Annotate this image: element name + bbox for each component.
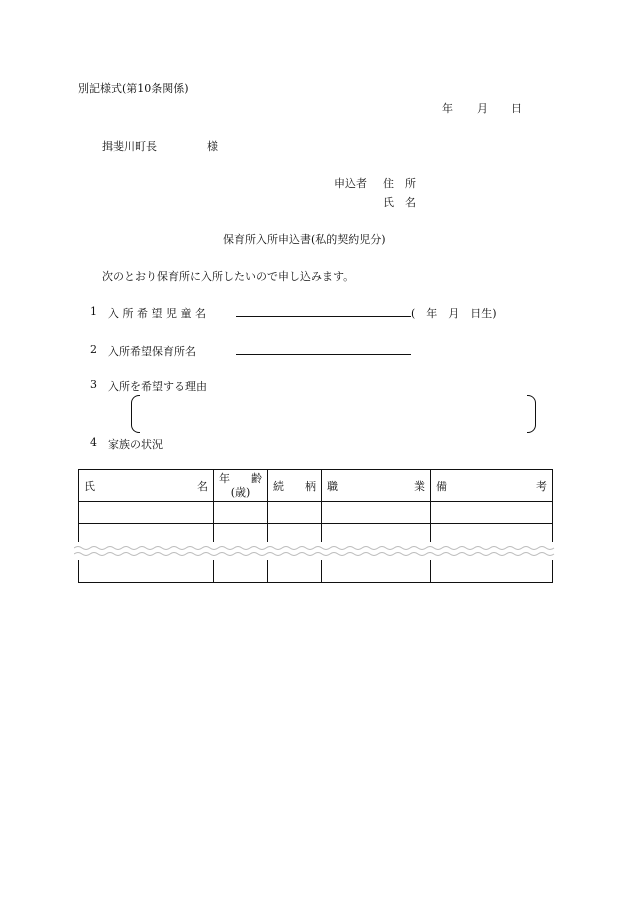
table-break-marker	[74, 542, 558, 560]
date-day-label: 日	[511, 102, 522, 115]
intro-text: 次のとおり保育所に入所したいので申し込みます。	[102, 270, 355, 283]
birth-date-label: ( 年 月 日生)	[411, 307, 497, 320]
addressee-honorific: 様	[207, 140, 218, 153]
table-row	[79, 560, 553, 583]
reason-bracket-left	[131, 395, 140, 433]
header-age: 年 齢 (歳)	[214, 470, 268, 502]
cell-occupation[interactable]	[322, 560, 431, 583]
item-2-label: 入所希望保育所名	[108, 345, 196, 358]
header-name: 氏 名	[79, 470, 214, 502]
cell-relation[interactable]	[268, 502, 322, 524]
cell-name[interactable]	[79, 560, 214, 583]
applicant-label: 申込者	[334, 177, 367, 190]
cell-name[interactable]	[79, 502, 214, 524]
date-month-label: 月	[477, 102, 488, 115]
table-row	[79, 502, 553, 524]
date-year-label: 年	[442, 102, 453, 115]
cell-age[interactable]	[214, 560, 268, 583]
header-occupation: 職 業	[322, 470, 431, 502]
cell-notes[interactable]	[431, 560, 553, 583]
document-title: 保育所入所申込書(私的契約児分)	[223, 233, 386, 246]
cell-relation[interactable]	[268, 560, 322, 583]
header-relation: 続 柄	[268, 470, 322, 502]
addressee-name: 揖斐川町長	[102, 140, 157, 153]
item-1-number: 1	[90, 305, 97, 318]
family-table-header-row	[79, 470, 553, 502]
cell-age[interactable]	[214, 502, 268, 524]
item-3-label: 入所を希望する理由	[108, 380, 207, 393]
item-2-number: 2	[90, 343, 97, 356]
family-table	[78, 469, 553, 546]
item-4-number: 4	[90, 436, 97, 449]
item-1-label: 入 所 希 望 児 童 名	[108, 307, 206, 320]
cell-notes[interactable]	[431, 502, 553, 524]
family-table-continued	[78, 560, 553, 583]
applicant-name-label: 氏 名	[383, 196, 416, 209]
child-name-field[interactable]	[236, 316, 411, 317]
item-3-number: 3	[90, 378, 97, 391]
header-notes: 備 考	[431, 470, 553, 502]
item-4-label: 家族の状況	[108, 438, 163, 451]
applicant-address-label: 住 所	[383, 177, 416, 190]
cell-occupation[interactable]	[322, 502, 431, 524]
form-reference: 別記様式(第10条関係)	[78, 82, 189, 95]
nursery-name-field[interactable]	[236, 354, 411, 355]
reason-bracket-right	[527, 395, 536, 433]
